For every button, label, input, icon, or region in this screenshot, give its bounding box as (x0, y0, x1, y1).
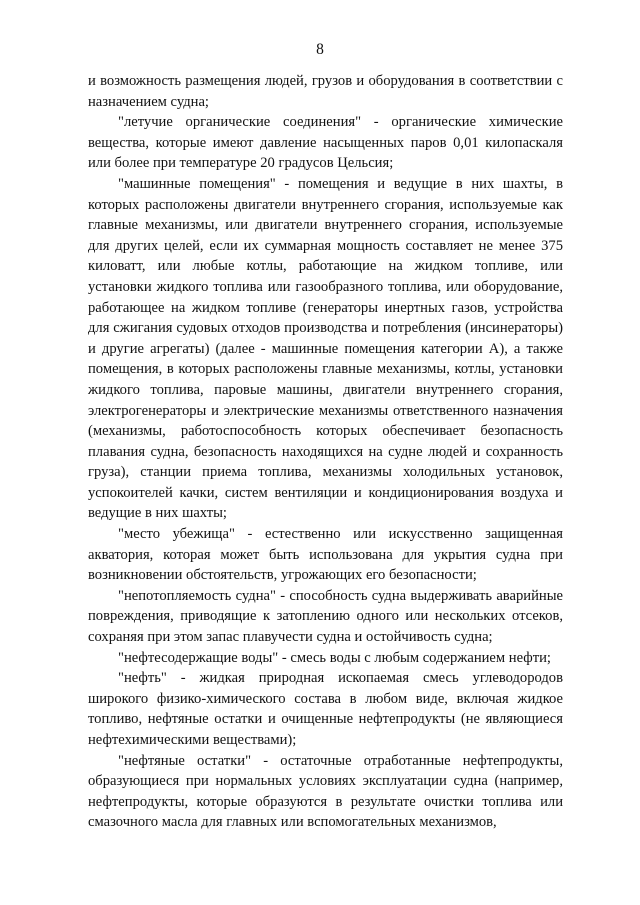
paragraph-definition-oily-water: "нефтесодержащие воды" - смесь воды с любым содержанием нефти; (118, 649, 551, 666)
body-text (88, 71, 563, 833)
paragraph-definition-unsinkability: "непотопляемость судна" - способность судна выдерживать аварийные повреждения, приводящие к затоплению одного или нескольких отсеков, сохраняя при этом запас плавучести судна и остойчивость судна; (88, 587, 563, 646)
paragraph-continuation: и возможность размещения людей, грузов и оборудования в соответствии с назначением судна; (88, 73, 563, 110)
paragraph-definition-machinery-spaces: "машинные помещения" - помещения и ведущие в них шахты, в которых расположены двигатели внутреннего сгорания, используемые как главные механизмы, или двигатели внутреннего сгорания, используемые для других целей, если их суммарная мощность составляет не менее 375 киловатт, или любые котлы, работающие на жидком топливе, или установки жидкого топлива или газообразного топлива, или оборудование, работающее на жидком топливе (генераторы инертных газов, устройства для сжигания судовых отходов производства и потребления (инсинераторы) и другие агрегаты) (далее - машинные помещения категории А), а также помещения, в которых расположены главные механизмы, котлы, установки жидкого топлива, паровые машины, двигатели внутреннего сгорания, электрогенераторы и электрические механизмы ответственного назначения (механизмы, работоспособность которых обеспечивает безопасность плавания судна, безопасность находящихся на судне людей и сохранность груза), станции приема топлива, механизмы холодильных установок, успокоителей качки, систем вентиляции и кондиционирования воздуха и ведущие в них шахты; (88, 175, 563, 522)
paragraph-definition-voc: "летучие органические соединения" - органические химические вещества, которые имеют давление насыщенных паров 0,01 килопаскаля или более при температуре 20 градусов Цельсия; (88, 114, 563, 172)
paragraph-definition-oil: "нефть" - жидкая природная ископаемая смесь углеводородов широкого физико-химического состава в любом виде, включая жидкое топливо, нефтяные остатки и очищенные нефтепродукты (не являющиеся нефтехимическими веществами); (88, 670, 563, 748)
page-number: 8 (316, 41, 324, 58)
paragraph-definition-place-of-refuge: "место убежища" - естественно или искусственно защищенная акватория, которая может быть использована для укрытия судна при возникновении обстоятельств, угрожающих его безопасности; (88, 526, 563, 584)
paragraph-definition-oil-residues: "нефтяные остатки" - остаточные отработанные нефтепродукты, образующиеся при нормальных условиях эксплуатации судна (например, нефтепродукты, которые образуются в результате очистки топлива или смазочного масла для главных или вспомогательных механизмов, (88, 752, 563, 831)
